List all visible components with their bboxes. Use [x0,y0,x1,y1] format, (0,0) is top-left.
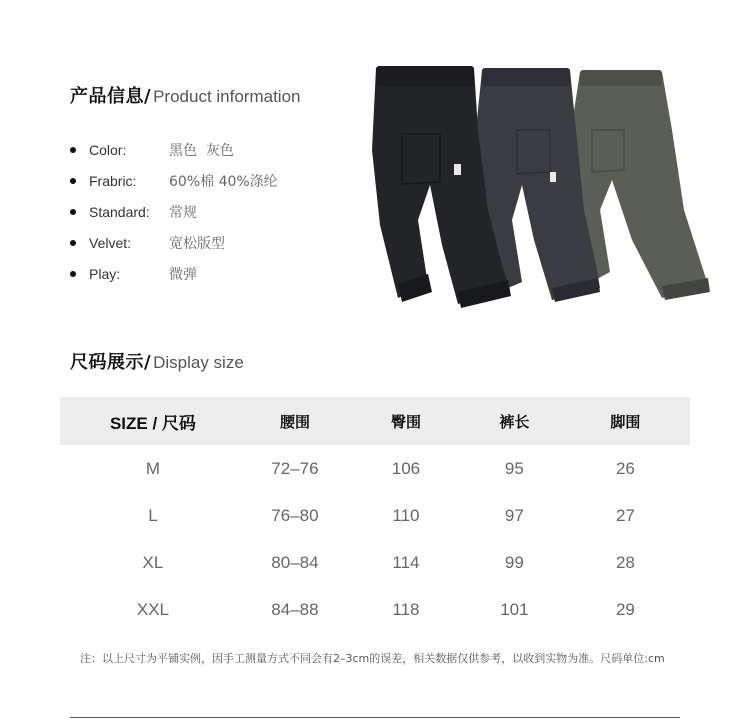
table-row [60,445,690,492]
olive-waistband [580,70,662,86]
spec-label: Standard: [89,203,150,220]
spec-label: Color: [89,141,127,158]
size-table-header [60,397,690,445]
spec-label: Play: [89,265,121,282]
product-info-title-cn: 产品信息/ [70,86,152,107]
bullet-icon [70,209,76,215]
charcoal-label-tag [550,172,556,182]
spec-row-standard [70,196,370,227]
header-size: SIZE / 尺码 [60,397,246,445]
bottom-divider [70,717,680,718]
spec-row-color [70,134,370,165]
display-size-heading [70,348,244,374]
product-photo [362,60,712,316]
size-cell: XXL [136,599,170,619]
length-cell: 101 [500,599,529,619]
length-cell: 95 [504,458,524,478]
leg-opening-cell: 28 [615,552,635,572]
table-row [60,539,690,586]
spec-value: 微弹 [169,266,197,283]
bullet-icon [70,178,76,184]
size-cell: XL [142,552,164,572]
spec-value: 黑色 灰色 [169,142,234,159]
waist-cell: 84–88 [271,599,319,619]
leg-opening-cell: 27 [615,505,635,525]
table-row [60,492,690,539]
waist-cell: 76–80 [271,505,319,525]
size-note: 注：以上尺寸为平铺实例，因手工测量方式不同会有2–3cm的误差，相关数据仅供参考，以收到实物为准。尺码单位:cm [80,652,665,665]
spec-label: Frabric: [89,172,137,189]
leg-opening-cell: 26 [615,458,635,478]
size-cell: L [148,505,158,525]
length-cell: 99 [504,552,524,572]
spec-value: 常规 [169,204,197,221]
hip-cell: 106 [391,458,421,478]
header-hip: 臀围 [344,397,468,445]
product-info-heading [70,82,300,108]
spec-row-velvet [70,227,370,258]
bullet-icon [70,240,76,246]
spec-value: 宽松版型 [169,235,225,252]
spec-value: 60%棉 40%涤纶 [169,173,278,190]
size-cell: M [145,458,161,478]
header-waist: 腰围 [246,397,344,445]
waist-cell: 72–76 [271,458,319,478]
display-size-title-en: Display size [153,353,244,372]
bullet-icon [70,271,76,277]
bullet-icon [70,147,76,153]
table-row [60,586,690,633]
spec-list [70,134,370,289]
size-table [60,397,690,633]
black-waistband [376,66,474,86]
header-leg-opening: 脚围 [561,397,690,445]
black-label-tag [454,164,461,175]
waist-cell: 80–84 [271,552,319,572]
hip-cell: 114 [392,552,420,572]
hip-cell: 110 [392,505,420,525]
leg-opening-cell: 29 [615,599,635,619]
hip-cell: 118 [392,599,420,619]
spec-label: Velvet: [89,234,132,251]
spec-row-fabric [70,165,370,196]
product-info-title-en: Product information [153,87,301,106]
charcoal-waistband [482,68,570,86]
header-length: 裤长 [468,397,561,445]
length-cell: 97 [504,505,524,525]
display-size-title-cn: 尺码展示/ [70,352,152,373]
spec-row-play [70,258,370,289]
